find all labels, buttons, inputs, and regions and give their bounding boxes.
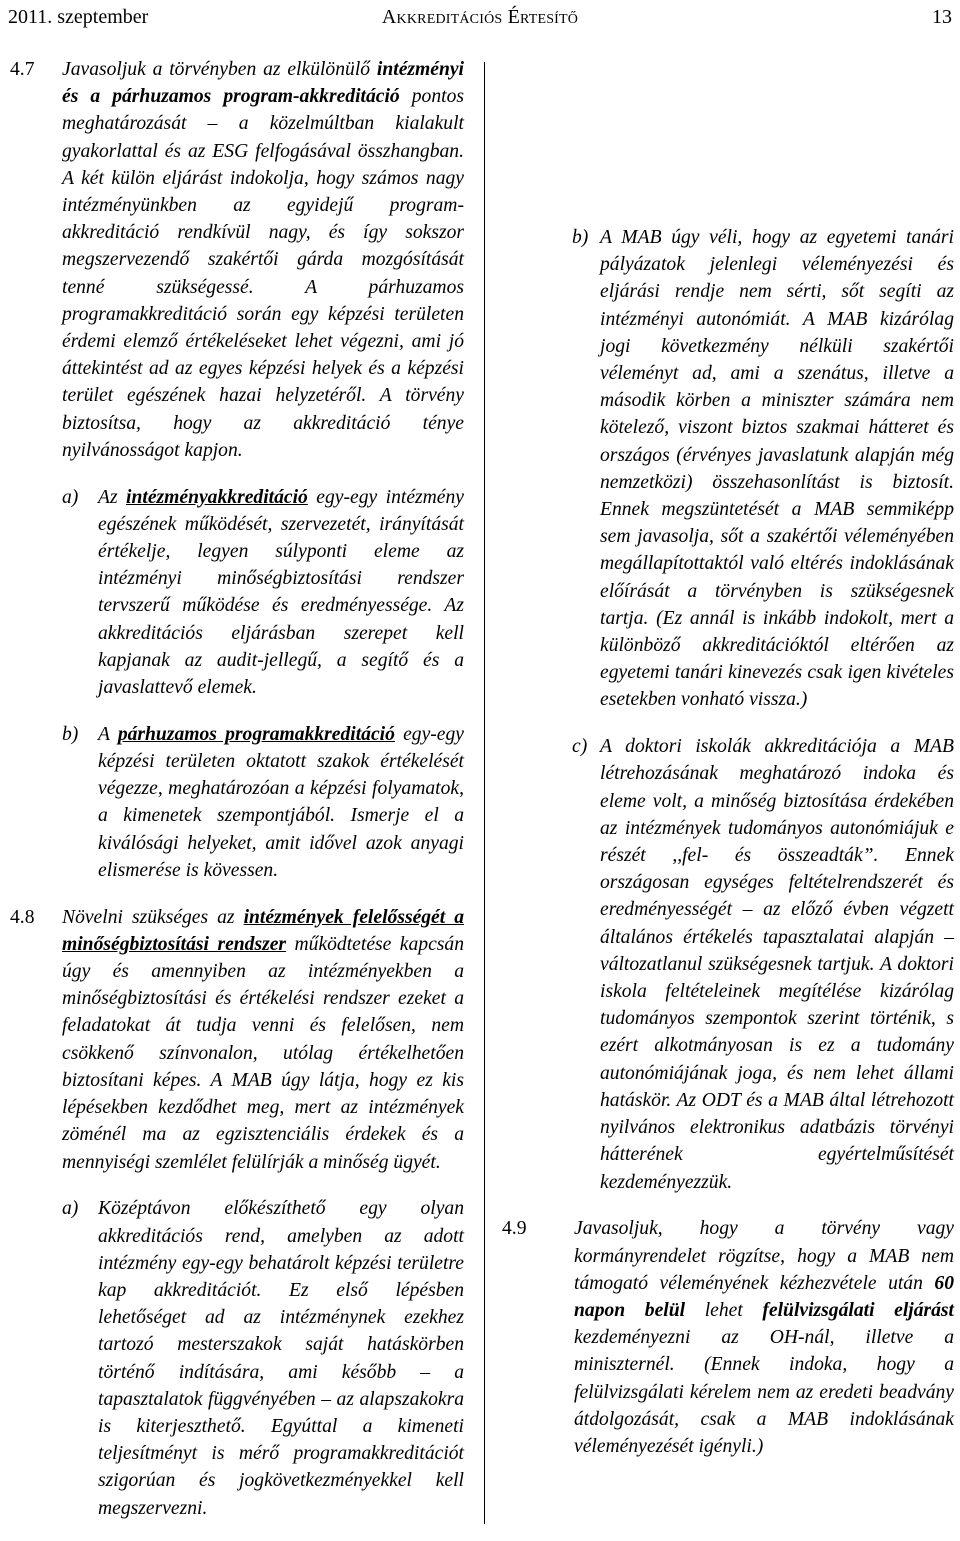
section-4-8-item-b: [502, 224, 954, 714]
section-number: 4.9: [502, 1218, 527, 1240]
section-4-7-text: [62, 56, 464, 464]
text-emphasis: felülvizsgálati eljárást: [762, 1299, 954, 1321]
item-text: [98, 484, 464, 702]
section-number: 4.8: [10, 906, 35, 928]
section-4-8-item-a: [10, 1195, 464, 1521]
header-date: 2011. szeptember: [8, 6, 149, 28]
section-4-9-text: [574, 1215, 954, 1460]
text-run: egy-egy képzési területen oktatott szakok értékelését végezze, meghatározóan a képzési folyamatok, a kimenetek szempontjából. Ismerje el a kiválósági helyeket, amit idővel azok anyagi elismerése is kövessen.: [98, 723, 464, 881]
section-4-8: [10, 904, 464, 1176]
text-run: működtetése kapcsán úgy és amennyiben az intézményekben a minőségbiztosítási és értékelési rendszer ezeket a feladatokat át tudja venni és felelősen, nem csökkenő színvonalon, utólag értékelhetően biztosítani képes. A MAB úgy látja, hogy ez kis lépésekben kezdődhet meg, mert az intézmények zöménél ma az egzisztenciális érdekek és a mennyiségi szemlélet felülírják a minőség ügyét.: [62, 933, 464, 1173]
text-emphasis: intézményi és a párhuzamos program-akkreditáció: [62, 59, 464, 108]
section-4-7-item-a: [10, 484, 464, 702]
text-emphasis: 60 napon belül: [574, 1272, 954, 1321]
header-journal-title: Akkreditációs Értesítő: [381, 6, 579, 28]
section-4-7: [10, 56, 464, 464]
section-4-8-item-c: [502, 733, 954, 1195]
item-text: A doktori iskolák akkreditációja a MAB létrehozásának meghatározó indoka és eleme volt, a minőség biztosítása érdekében az intézmények tudományos autonómiájuk e részét ,,fel- és összeadták”. Ennek országosan egységes feltételrendszerét és eredményességét – az előző évben végzett általános értékelés tapasztalatai alapján – változatlanul szükségesnek tartjuk. A doktori iskola feltételeinek megítélése kizárólag tudományos szempontok szerint történik, s ezért alkotmányosan is ez a tudomány autonómiájának joga, és nem lehet állami hatáskör. Az ODT és a MAB által létrehozott nyilvános elektronikus adatbázis törvényi hátterének egyértelműsítését kezdeményezzük.: [600, 736, 954, 1193]
text-emphasis: intézményakkreditáció: [126, 486, 308, 508]
text-emphasis: intézmények felelősségét a minőségbiztosítási rendszer: [62, 906, 465, 955]
section-4-9: [502, 1215, 954, 1460]
item-text: Középtávon előkészíthető egy olyan akkreditációs rend, amelyben az adott intézmény egy-egy behatárolt képzési területre kap akkreditációt. Ez első lépésben lehetőséget ad az intézménynek ezekhez tartozó mesterszakok saját hatáskörben történő indítására, ami később – a tapasztalatok függvényében – az alapszakokra is kiterjeszthető. Egyúttal a kimeneti teljesítményt is mérő programakkreditációt szigorúan és jogkövetkezményekkel kell megszervezni.: [98, 1198, 464, 1519]
item-text: A MAB úgy véli, hogy az egyetemi tanári pályázatok jelenlegi véleményezési és eljárási rendje nem sérti, sőt segíti az intézményi autonómiát. A MAB kizárólag jogi következmény nélküli szakértői véleményt ad, ami a szenátus, illetve a második körben a miniszter számára nem kötelező, viszont biztos szakmai hátteret és országos (érvényes javaslatunk alapján még nemzetközi) összehasonlítást is biztosít. Ennek megszüntetését a MAB semmiképp sem javasolja, sőt a szakértői véleményében megállapítottaktól való eltérés indoklásának előírását a törvényben is szükségesnek tartja. (Ez annál is inkább indokolt, mert a különböző akkreditációktól eltérően az egyetemi tanári kinevezés csak igen kivételes esetekben vonható vissza.): [600, 227, 954, 711]
text-run: A: [98, 723, 118, 745]
text-run: Növelni szükséges az: [62, 906, 244, 928]
text-run: lehet: [685, 1299, 763, 1321]
section-4-8-text: [62, 904, 464, 1176]
item-label: c): [572, 736, 588, 758]
section-number: 4.7: [10, 59, 35, 80]
text-run: egy-egy intézmény egészének működését, szervezetét, irányítását értékelje, legyen súlyponti eleme az intézményi minőségbiztosítási rendszer tervszerű működése és eredményessége. Az akkreditációs eljárásban szerepet kell kapjanak az audit-jellegű, a segítő és a javaslattevő elemek.: [98, 486, 464, 699]
header-page-number: 13: [932, 6, 952, 28]
right-column: [502, 56, 954, 1460]
left-column: [10, 56, 464, 1541]
item-label: b): [62, 723, 79, 745]
item-label: a): [62, 1198, 79, 1220]
item-label: b): [572, 227, 589, 248]
text-emphasis: párhuzamos programakkreditáció: [117, 723, 395, 745]
item-label: a): [62, 486, 79, 508]
section-4-7-item-b: [10, 721, 464, 884]
text-run: Javasoljuk a törvényben az elkülönülő: [62, 59, 377, 80]
text-run: Javasoljuk, hogy a törvény vagy kormányrendelet rögzítse, hogy a MAB nem támogató véleményének kézhezvétele után: [574, 1218, 954, 1294]
column-divider: [484, 62, 485, 1524]
item-text: [98, 721, 464, 884]
page-header: [8, 2, 952, 32]
text-run: pontos meghatározását – a közelmúltban kialakult gyakorlattal és az ESG felfogásával összhangban. A két külön eljárást indokolja, hogy számos nagy intézményünkben az egyidejű program-akkreditáció rendkívül nagy, és így sokszor megszervezendő szakértői gárda mozgósítását tenné szükségessé. A párhuzamos programakkreditáció során egy képzési területen érdemi elemző értékeléseket lehet végezni, ami jó áttekintést ad az egyes képzési helyek és a képzési terület egészének hazai helyzetéről. A törvény biztosítsa, hogy az akkreditáció ténye nyilvánosságot kapjon.: [62, 86, 465, 461]
text-run: Az: [98, 486, 127, 508]
text-run: kezdeményezni az OH-nál, illetve a miniszternél. (Ennek indoka, hogy a felülvizsgálati kérelem nem az eredeti beadvány átdolgozását, csak a MAB indoklásának véleményezését igényli.): [574, 1327, 954, 1457]
